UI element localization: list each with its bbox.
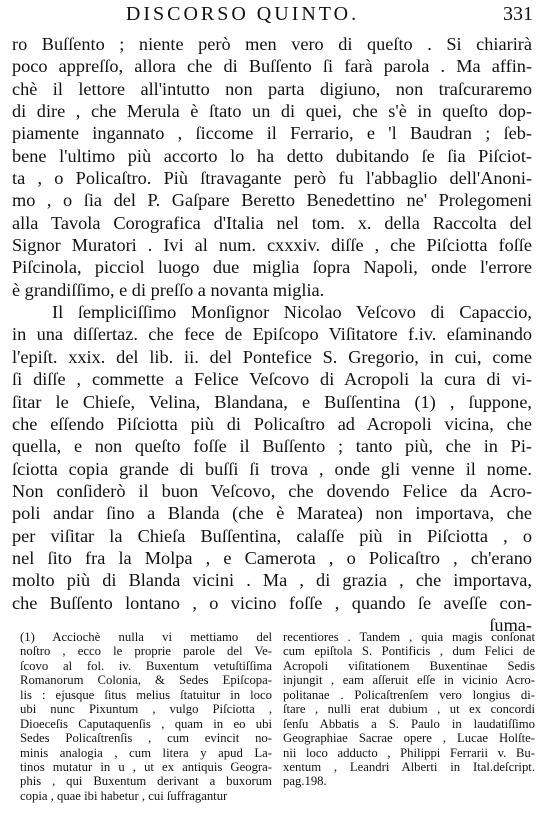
page-header	[20, 2, 535, 32]
footnote-line: tinos mutatur in u , ut ex antiquis Geogra-	[20, 759, 272, 774]
text-line: in una diſſertaz. che fece de Epiſcopo Viſitatore f.iv. eſaminando	[12, 324, 532, 345]
footnote-line: nii loco adducto , Philippi Ferrarii v. Bu-	[283, 745, 535, 760]
footnote-line: recentiores . Tandem , quia magis conſonat	[283, 630, 535, 644]
text-line: ta , o Policaſtro. Più ſtravagante però fu l'abbaglio dell'Anoni-	[12, 168, 532, 189]
footnote-column-left	[20, 630, 272, 803]
text-line: l'epiſt. xxix. del lib. ii. del Pontefice S. Gregorio, in cui, come	[12, 346, 532, 367]
footnote-line: ſcovo al fol. iv. Buxentum vetuſtiſſima	[20, 658, 272, 673]
footnote-line: Dioeceſis Caputaquenſis , quam in eo ubi	[20, 716, 272, 731]
footnote-line: xentum , Leandri Alberti in Ital.deſcript.	[283, 759, 535, 774]
footnote-line: (1) Acciochè nulla vi mettiamo del	[20, 630, 272, 644]
footnote-line: Acropoli viſitationem Buxentinae Sedis	[283, 658, 535, 673]
text-line: molto più di Blanda vicini . Ma , di grazia , che importava,	[12, 570, 532, 591]
footnote-line: ubi nunc Pixuntum , vulgo Piſciotta ,	[20, 702, 272, 717]
text-line: Piſcinola, picciol luogo due miglia ſopra Napoli, onde l'errore	[12, 257, 532, 278]
text-line: bene l'ultimo più accorto lo ha detto dubitando ſe ſia Piſciot-	[12, 145, 532, 166]
footnote-line: Geographiae Sacrae opere , Lucae Holſte-	[283, 731, 535, 746]
footnote-line: copia , quae ibi habetur , cui ſuffragantur	[20, 788, 228, 803]
text-line: Non conſiderò il buon Veſcovo, che dovendo Felice da Acro-	[12, 480, 532, 501]
text-line: di dire , che Merula è ſtato un di quei, che s'è in queſto dop-	[12, 101, 532, 122]
text-line: che Buſſento lontano , o vicino foſſe , quando ſe aveſſe con-	[12, 592, 532, 613]
footnote-line: ſtare , nulli erat dubium , ut ex concordi	[283, 702, 535, 717]
text-line: ro Buſſento ; niente però men vero di queſto . Si chiarirà	[12, 34, 532, 54]
footnote-line: lis : ejusque ſitus melius ſtatuitur in loco	[20, 687, 272, 702]
footnote-line: minis analogia , cum litera y apud La-	[20, 745, 272, 760]
text-line: chè il lettore all'intutto non parta digiuno, non traſcuraremo	[12, 78, 532, 99]
footnote-line: ſenſu Abbatis a S. Paulo in laudatiſſimo	[283, 716, 535, 731]
catchword: ſuma-	[489, 614, 532, 635]
footnote-line: pag.198.	[283, 774, 327, 789]
footnote-line: cum epiſtola S. Pontificis , dum Felici de	[283, 644, 535, 659]
footnote-line: politanae . Policaſtrenſem vero longius di-	[283, 687, 535, 702]
text-line: per viſitar la Chieſa Buſſentina, calaſſe più in Piſciotta , o	[12, 525, 532, 546]
page-number: 331	[503, 3, 533, 25]
running-head: DISCORSO QUINTO.	[125, 3, 360, 25]
text-line: piamente ingannato , ſiccome il Ferrario, e 'l Baudran ; ſeb-	[12, 123, 532, 144]
text-line: nel ſito fra la Molpa , e Camerota , o Policaſtro , ch'erano	[12, 547, 532, 568]
text-line: poli andar ſino a Blanda (che è Maratea) non importava, che	[12, 503, 532, 524]
text-line: è grandiſſimo, e di preſſo a novanta miglia.	[12, 279, 325, 300]
text-line: che eſſendo Piſciotta più di Policaſtro ad Acropoli vicina, che	[12, 413, 532, 434]
text-line: Il ſempliciſſimo Monſignor Nicolao Veſcovo di Capaccio,	[52, 302, 532, 323]
text-line: mo , o ſia del P. Gaſpare Beretto Benedettino ne' Prolegomeni	[12, 190, 532, 211]
text-line: Signor Muratori . Ivi al num. cxxxiv. diſſe , che Piſciotta foſſe	[12, 235, 532, 256]
footnote-line: injungit , eam aſſeruit eſſe in vicinio Acro-	[283, 673, 535, 688]
text-line: alla Tavola Corografica d'Italia nel tom. x. della Raccolta del	[12, 212, 532, 233]
footnotes	[20, 630, 535, 835]
footnote-column-right	[283, 630, 535, 789]
text-line: poco appreſſo, allora che di Buſſento ſi farà parola . Ma affin-	[12, 56, 532, 77]
footnote-line: Sedes Policaſtrenſis , cum evincit no-	[20, 731, 272, 746]
text-line: ſciotta copia grande di buſſi ſi trova , onde gli venne il nome.	[12, 458, 532, 479]
footnote-line: Romanorum Colonia, & Sedes Epiſcopa-	[20, 673, 272, 688]
footnote-line: noſtro , ecco le proprie parole del Ve-	[20, 644, 272, 659]
main-text	[12, 33, 532, 636]
text-line: ſitar le Chieſe, Velina, Blandana, e Buſſentina (1) , ſuppone,	[12, 391, 532, 412]
text-line: ſi diſſe , commette a Felice Veſcovo di Acropoli la cura di vi-	[12, 369, 532, 390]
text-line: quella, e non queſto foſſe il Buſſento ; tanto più, che in Pi-	[12, 436, 532, 457]
footnote-line: phis , qui Buxentum derivant a buxorum	[20, 774, 272, 789]
